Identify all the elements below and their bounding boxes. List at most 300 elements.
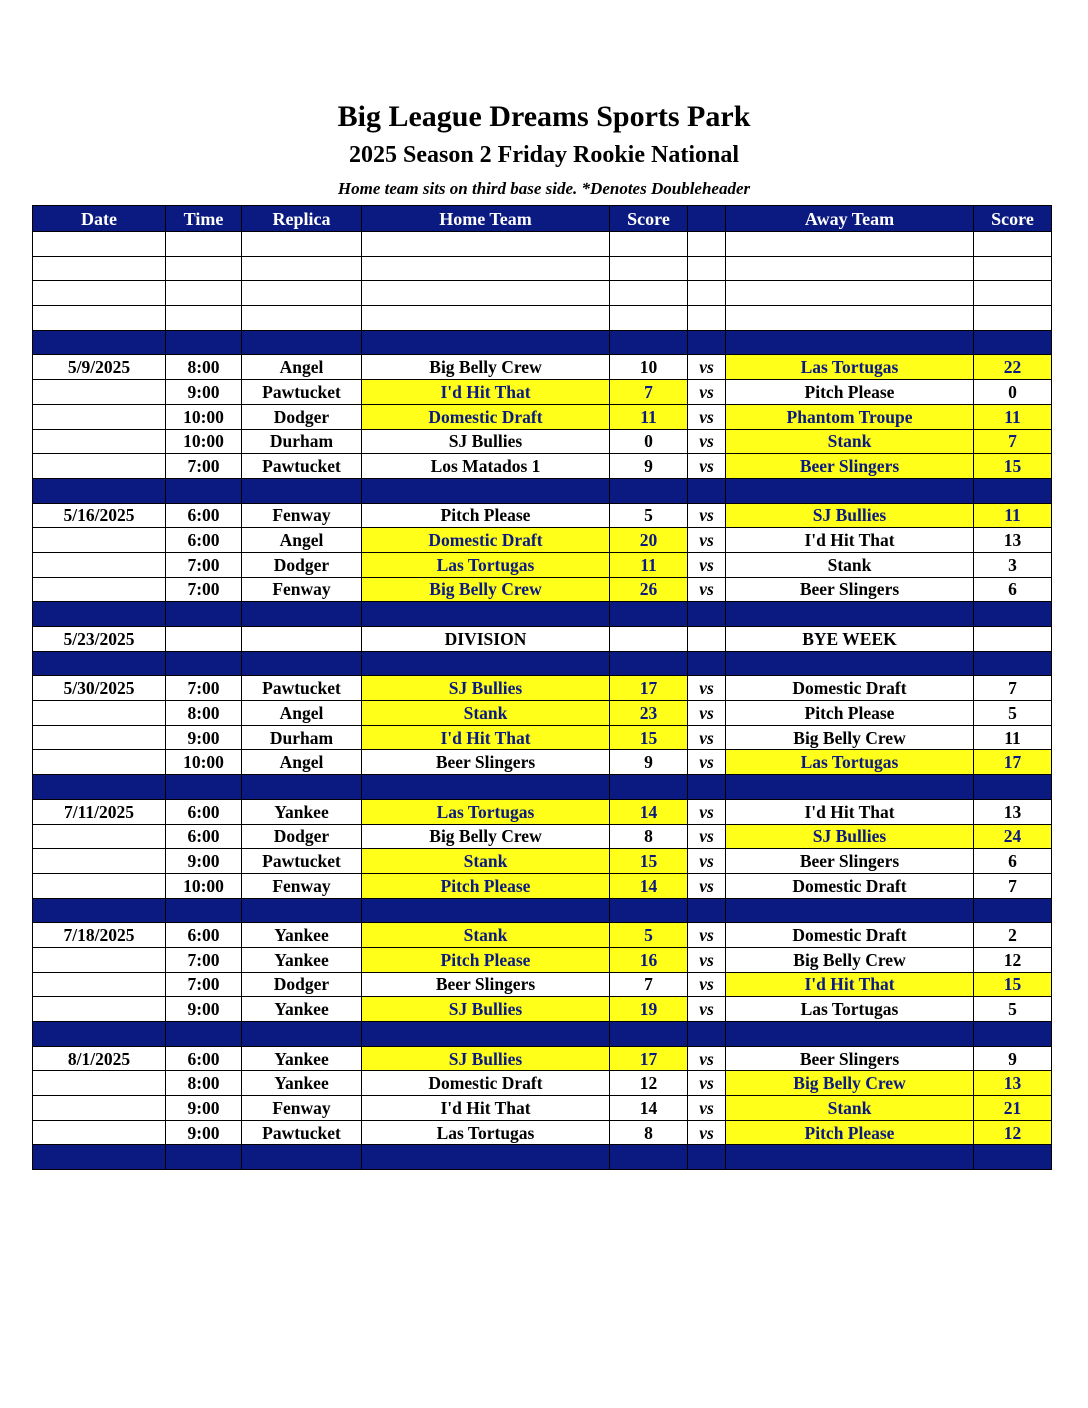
game-date: 5/23/2025	[33, 627, 166, 652]
home-team: I'd Hit That	[362, 1096, 610, 1121]
vs-label	[688, 627, 726, 652]
empty-cell	[974, 1145, 1052, 1170]
home-team: Domestic Draft	[362, 1071, 610, 1096]
vs-label: vs	[688, 799, 726, 824]
home-team: SJ Bullies	[362, 1046, 610, 1071]
game-date	[33, 1120, 166, 1145]
game-field: Angel	[242, 355, 362, 380]
empty-cell	[726, 306, 974, 331]
col-header-away-team: Away Team	[726, 206, 974, 232]
empty-cell	[242, 330, 362, 355]
home-score: 14	[610, 799, 688, 824]
away-score: 15	[974, 972, 1052, 997]
game-row	[33, 577, 1052, 602]
empty-cell	[974, 1022, 1052, 1047]
game-time: 6:00	[166, 923, 242, 948]
home-team: Stank	[362, 849, 610, 874]
game-field: Yankee	[242, 1046, 362, 1071]
game-date	[33, 725, 166, 750]
home-team: Domestic Draft	[362, 528, 610, 553]
empty-cell	[974, 232, 1052, 257]
away-team: Stank	[726, 429, 974, 454]
home-team: Domestic Draft	[362, 404, 610, 429]
empty-cell	[242, 306, 362, 331]
empty-cell	[726, 775, 974, 800]
away-score: 6	[974, 577, 1052, 602]
empty-cell	[610, 306, 688, 331]
blank-row	[33, 281, 1052, 306]
vs-label: vs	[688, 997, 726, 1022]
game-date	[33, 429, 166, 454]
empty-cell	[362, 232, 610, 257]
game-row	[33, 528, 1052, 553]
game-field: Durham	[242, 725, 362, 750]
home-score: 26	[610, 577, 688, 602]
empty-cell	[974, 306, 1052, 331]
home-score: 5	[610, 923, 688, 948]
empty-cell	[362, 330, 610, 355]
empty-cell	[610, 330, 688, 355]
away-team: SJ Bullies	[726, 503, 974, 528]
empty-cell	[33, 478, 166, 503]
empty-cell	[166, 602, 242, 627]
home-team: Las Tortugas	[362, 799, 610, 824]
empty-cell	[726, 232, 974, 257]
empty-cell	[726, 330, 974, 355]
empty-cell	[242, 281, 362, 306]
game-row	[33, 923, 1052, 948]
empty-cell	[242, 1022, 362, 1047]
game-row	[33, 799, 1052, 824]
home-score: 14	[610, 873, 688, 898]
game-time: 8:00	[166, 701, 242, 726]
game-time: 6:00	[166, 1046, 242, 1071]
page-subtitle: 2025 Season 2 Friday Rookie National	[348, 142, 740, 168]
empty-cell	[166, 1022, 242, 1047]
game-time: 6:00	[166, 824, 242, 849]
empty-cell	[974, 256, 1052, 281]
game-date	[33, 997, 166, 1022]
game-row	[33, 997, 1052, 1022]
game-date	[33, 849, 166, 874]
vs-label: vs	[688, 1071, 726, 1096]
away-team: BYE WEEK	[726, 627, 974, 652]
vs-label: vs	[688, 824, 726, 849]
game-row	[33, 701, 1052, 726]
game-time: 6:00	[166, 503, 242, 528]
game-date	[33, 404, 166, 429]
game-time: 7:00	[166, 454, 242, 479]
empty-cell	[33, 651, 166, 676]
away-team: SJ Bullies	[726, 824, 974, 849]
empty-cell	[242, 232, 362, 257]
separator-row	[33, 1145, 1052, 1170]
vs-label: vs	[688, 676, 726, 701]
home-score: 7	[610, 972, 688, 997]
home-score: 8	[610, 824, 688, 849]
home-score: 11	[610, 404, 688, 429]
game-field: Fenway	[242, 1096, 362, 1121]
game-row	[33, 454, 1052, 479]
empty-cell	[610, 898, 688, 923]
away-team: Beer Slingers	[726, 849, 974, 874]
home-score: 15	[610, 849, 688, 874]
empty-cell	[242, 478, 362, 503]
vs-label: vs	[688, 701, 726, 726]
game-row	[33, 947, 1052, 972]
col-header-replica: Replica	[242, 206, 362, 232]
empty-cell	[726, 281, 974, 306]
empty-cell	[362, 898, 610, 923]
game-row	[33, 429, 1052, 454]
empty-cell	[362, 1022, 610, 1047]
home-team: Pitch Please	[362, 873, 610, 898]
empty-cell	[362, 1145, 610, 1170]
empty-cell	[362, 256, 610, 281]
game-time: 10:00	[166, 750, 242, 775]
game-row	[33, 849, 1052, 874]
game-date	[33, 1096, 166, 1121]
game-field: Dodger	[242, 404, 362, 429]
empty-cell	[974, 330, 1052, 355]
away-team: I'd Hit That	[726, 972, 974, 997]
page-title: Big League Dreams Sports Park	[337, 100, 751, 133]
game-time: 7:00	[166, 676, 242, 701]
away-score: 7	[974, 873, 1052, 898]
table-header-row	[33, 206, 1052, 232]
game-time: 9:00	[166, 725, 242, 750]
away-team: Phantom Troupe	[726, 404, 974, 429]
empty-cell	[688, 651, 726, 676]
empty-cell	[242, 775, 362, 800]
game-field: Dodger	[242, 552, 362, 577]
game-row	[33, 1046, 1052, 1071]
away-score: 15	[974, 454, 1052, 479]
game-date	[33, 947, 166, 972]
game-time: 9:00	[166, 997, 242, 1022]
home-team: Big Belly Crew	[362, 824, 610, 849]
empty-cell	[242, 898, 362, 923]
game-date	[33, 454, 166, 479]
empty-cell	[688, 281, 726, 306]
vs-label: vs	[688, 1096, 726, 1121]
game-field: Yankee	[242, 1071, 362, 1096]
blank-row	[33, 232, 1052, 257]
game-field: Angel	[242, 701, 362, 726]
away-score: 3	[974, 552, 1052, 577]
away-score: 22	[974, 355, 1052, 380]
away-team: Las Tortugas	[726, 355, 974, 380]
empty-cell	[726, 256, 974, 281]
away-team: Domestic Draft	[726, 676, 974, 701]
away-team: I'd Hit That	[726, 799, 974, 824]
home-team: Big Belly Crew	[362, 355, 610, 380]
home-team: SJ Bullies	[362, 676, 610, 701]
empty-cell	[166, 775, 242, 800]
away-team: Pitch Please	[726, 1120, 974, 1145]
game-time: 10:00	[166, 873, 242, 898]
game-time: 7:00	[166, 972, 242, 997]
game-field: Angel	[242, 528, 362, 553]
home-score: 11	[610, 552, 688, 577]
empty-cell	[33, 281, 166, 306]
away-score: 12	[974, 947, 1052, 972]
away-team: Beer Slingers	[726, 577, 974, 602]
empty-cell	[726, 651, 974, 676]
away-score: 12	[974, 1120, 1052, 1145]
game-field: Yankee	[242, 997, 362, 1022]
empty-cell	[166, 898, 242, 923]
game-row	[33, 725, 1052, 750]
game-row	[33, 1120, 1052, 1145]
empty-cell	[33, 602, 166, 627]
away-score: 11	[974, 404, 1052, 429]
empty-cell	[726, 1022, 974, 1047]
empty-cell	[166, 281, 242, 306]
game-time: 7:00	[166, 577, 242, 602]
away-team: Domestic Draft	[726, 923, 974, 948]
game-time: 7:00	[166, 552, 242, 577]
empty-cell	[688, 256, 726, 281]
away-score: 0	[974, 380, 1052, 405]
empty-cell	[610, 232, 688, 257]
vs-label: vs	[688, 577, 726, 602]
empty-cell	[166, 232, 242, 257]
vs-label: vs	[688, 454, 726, 479]
away-team: Pitch Please	[726, 380, 974, 405]
vs-label: vs	[688, 552, 726, 577]
col-header-away-score: Score	[974, 206, 1052, 232]
col-header-time: Time	[166, 206, 242, 232]
away-team: Beer Slingers	[726, 454, 974, 479]
game-date: 7/11/2025	[33, 799, 166, 824]
vs-label: vs	[688, 429, 726, 454]
empty-cell	[33, 1022, 166, 1047]
away-team: Big Belly Crew	[726, 725, 974, 750]
empty-cell	[242, 602, 362, 627]
home-team: Stank	[362, 923, 610, 948]
empty-cell	[610, 1145, 688, 1170]
separator-row	[33, 651, 1052, 676]
empty-cell	[362, 602, 610, 627]
home-team: SJ Bullies	[362, 429, 610, 454]
home-team: Los Matados 1	[362, 454, 610, 479]
empty-cell	[974, 651, 1052, 676]
empty-cell	[688, 775, 726, 800]
empty-cell	[362, 306, 610, 331]
game-field: Yankee	[242, 947, 362, 972]
empty-cell	[974, 478, 1052, 503]
vs-label: vs	[688, 355, 726, 380]
empty-cell	[974, 602, 1052, 627]
game-date	[33, 528, 166, 553]
vs-label: vs	[688, 380, 726, 405]
home-score: 15	[610, 725, 688, 750]
empty-cell	[610, 775, 688, 800]
game-row	[33, 627, 1052, 652]
game-date	[33, 380, 166, 405]
game-date: 5/30/2025	[33, 676, 166, 701]
col-header-vs	[688, 206, 726, 232]
home-team: Pitch Please	[362, 503, 610, 528]
away-team: Big Belly Crew	[726, 1071, 974, 1096]
empty-cell	[242, 1145, 362, 1170]
empty-cell	[688, 306, 726, 331]
away-team: Pitch Please	[726, 701, 974, 726]
vs-label: vs	[688, 1046, 726, 1071]
game-time: 7:00	[166, 947, 242, 972]
game-field: Durham	[242, 429, 362, 454]
separator-row	[33, 330, 1052, 355]
game-date: 5/16/2025	[33, 503, 166, 528]
home-score: 20	[610, 528, 688, 553]
empty-cell	[166, 330, 242, 355]
away-team: Beer Slingers	[726, 1046, 974, 1071]
empty-cell	[362, 775, 610, 800]
away-score: 11	[974, 503, 1052, 528]
vs-label: vs	[688, 972, 726, 997]
empty-cell	[242, 651, 362, 676]
home-team: Big Belly Crew	[362, 577, 610, 602]
game-date	[33, 577, 166, 602]
game-field: Fenway	[242, 577, 362, 602]
empty-cell	[33, 232, 166, 257]
game-date	[33, 1071, 166, 1096]
game-field: Dodger	[242, 972, 362, 997]
game-date	[33, 824, 166, 849]
empty-cell	[688, 1022, 726, 1047]
game-date	[33, 701, 166, 726]
away-team: Las Tortugas	[726, 750, 974, 775]
game-time: 8:00	[166, 355, 242, 380]
away-score: 7	[974, 429, 1052, 454]
empty-cell	[726, 898, 974, 923]
game-time: 6:00	[166, 528, 242, 553]
game-field: Pawtucket	[242, 849, 362, 874]
home-team: Stank	[362, 701, 610, 726]
game-row	[33, 824, 1052, 849]
away-score: 24	[974, 824, 1052, 849]
empty-cell	[688, 898, 726, 923]
home-score: 0	[610, 429, 688, 454]
empty-cell	[610, 602, 688, 627]
empty-cell	[33, 898, 166, 923]
game-date	[33, 750, 166, 775]
home-score: 8	[610, 1120, 688, 1145]
away-score: 7	[974, 676, 1052, 701]
col-header-date: Date	[33, 206, 166, 232]
home-team: I'd Hit That	[362, 380, 610, 405]
col-header-home-score: Score	[610, 206, 688, 232]
empty-cell	[610, 1022, 688, 1047]
game-time: 10:00	[166, 429, 242, 454]
game-field: Yankee	[242, 799, 362, 824]
game-time: 8:00	[166, 1071, 242, 1096]
game-row	[33, 972, 1052, 997]
away-score: 6	[974, 849, 1052, 874]
game-date: 7/18/2025	[33, 923, 166, 948]
empty-cell	[610, 478, 688, 503]
vs-label: vs	[688, 1120, 726, 1145]
blank-row	[33, 306, 1052, 331]
game-time: 9:00	[166, 1120, 242, 1145]
schedule-table	[32, 205, 1052, 1170]
game-field: Pawtucket	[242, 676, 362, 701]
away-score: 5	[974, 701, 1052, 726]
empty-cell	[362, 651, 610, 676]
empty-cell	[726, 1145, 974, 1170]
home-score: 5	[610, 503, 688, 528]
col-header-home-team: Home Team	[362, 206, 610, 232]
separator-row	[33, 1022, 1052, 1047]
home-score: 14	[610, 1096, 688, 1121]
home-score: 12	[610, 1071, 688, 1096]
game-time: 10:00	[166, 404, 242, 429]
home-team: Pitch Please	[362, 947, 610, 972]
game-field: Fenway	[242, 873, 362, 898]
game-field: Pawtucket	[242, 380, 362, 405]
empty-cell	[688, 1145, 726, 1170]
empty-cell	[726, 602, 974, 627]
game-row	[33, 503, 1052, 528]
away-score: 21	[974, 1096, 1052, 1121]
empty-cell	[166, 256, 242, 281]
game-row	[33, 676, 1052, 701]
game-date: 8/1/2025	[33, 1046, 166, 1071]
game-field: Fenway	[242, 503, 362, 528]
away-team: Stank	[726, 552, 974, 577]
home-score: 10	[610, 355, 688, 380]
empty-cell	[688, 478, 726, 503]
away-score: 13	[974, 1071, 1052, 1096]
game-field	[242, 627, 362, 652]
game-field: Pawtucket	[242, 1120, 362, 1145]
game-row	[33, 1071, 1052, 1096]
empty-cell	[974, 281, 1052, 306]
empty-cell	[688, 232, 726, 257]
empty-cell	[726, 478, 974, 503]
game-date: 5/9/2025	[33, 355, 166, 380]
game-row	[33, 380, 1052, 405]
empty-cell	[242, 256, 362, 281]
game-row	[33, 355, 1052, 380]
empty-cell	[166, 306, 242, 331]
game-row	[33, 750, 1052, 775]
game-date	[33, 552, 166, 577]
empty-cell	[610, 256, 688, 281]
game-row	[33, 1096, 1052, 1121]
home-score: 9	[610, 454, 688, 479]
home-team: Beer Slingers	[362, 750, 610, 775]
away-score: 5	[974, 997, 1052, 1022]
empty-cell	[166, 1145, 242, 1170]
home-score: 23	[610, 701, 688, 726]
home-team: Las Tortugas	[362, 552, 610, 577]
empty-cell	[362, 281, 610, 306]
home-team: DIVISION	[362, 627, 610, 652]
game-field: Angel	[242, 750, 362, 775]
away-team: Las Tortugas	[726, 997, 974, 1022]
empty-cell	[610, 651, 688, 676]
vs-label: vs	[688, 528, 726, 553]
away-team: Domestic Draft	[726, 873, 974, 898]
away-team: Big Belly Crew	[726, 947, 974, 972]
away-team: I'd Hit That	[726, 528, 974, 553]
blank-row	[33, 256, 1052, 281]
vs-label: vs	[688, 750, 726, 775]
home-team: I'd Hit That	[362, 725, 610, 750]
vs-label: vs	[688, 849, 726, 874]
